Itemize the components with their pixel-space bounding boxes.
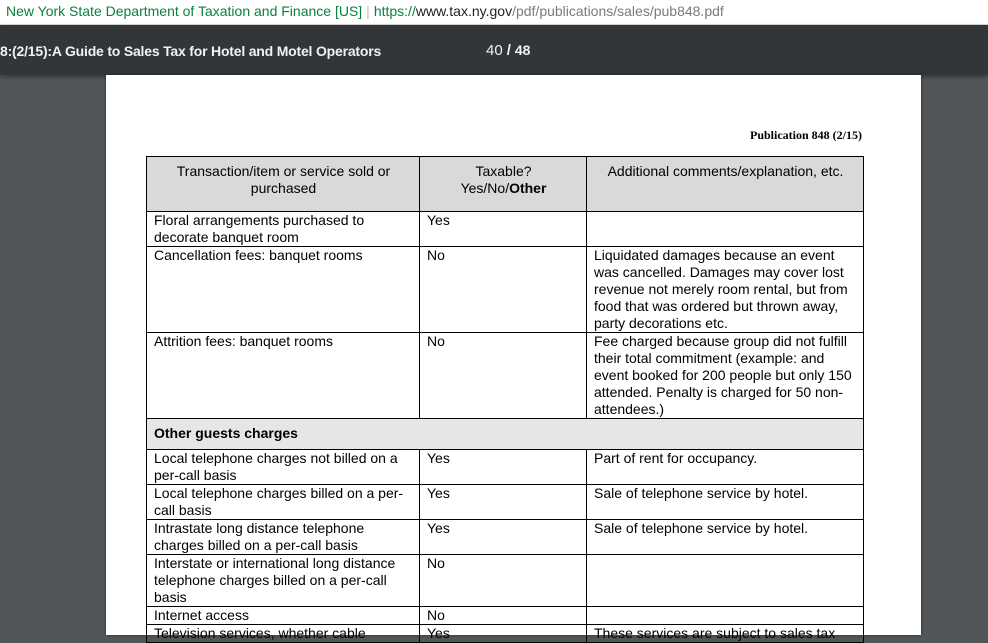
url-path: /pdf/publications/sales/pub848.pdf — [512, 3, 724, 19]
url-scheme: https:// — [373, 3, 416, 19]
pdf-viewer[interactable] — [0, 75, 988, 641]
comment-cell: These services are subject to sales tax — [587, 625, 864, 643]
item-cell: Television services, whether cable — [147, 625, 420, 643]
taxable-cell: No — [420, 247, 587, 333]
document-title: 8:(2/15):A Guide to Sales Tax for Hotel and Motel Operators — [0, 43, 382, 59]
item-cell: Attrition fees: banquet rooms — [147, 333, 420, 419]
page-separator: / — [506, 42, 511, 59]
address-bar[interactable] — [0, 0, 988, 25]
comment-cell: Fee charged because group did not fulfill their total commitment (example: and event booked for 200 people but only 150 attended. Penalty is charged for 50 non-attendees.) — [587, 333, 864, 419]
item-cell: Intrastate long distance telephone charges billed on a per-call basis — [147, 520, 420, 555]
table-row — [147, 333, 864, 419]
table-row — [147, 555, 864, 607]
header-taxable-other: Other — [509, 180, 547, 196]
taxable-cell: No — [420, 333, 587, 419]
publication-header: Publication 848 (2/15) — [750, 128, 863, 142]
table-row — [147, 607, 864, 625]
site-identity[interactable]: New York State Department of Taxation and Finance [US] — [6, 3, 363, 19]
header-item: Transaction/item or service sold or purchased — [147, 157, 420, 212]
header-taxable-line2: Yes/No/ — [460, 180, 510, 196]
taxable-cell: Yes — [420, 520, 587, 555]
table-row — [147, 450, 864, 485]
header-taxable — [420, 157, 587, 212]
taxable-cell: Yes — [420, 485, 587, 520]
item-cell: Internet access — [147, 607, 420, 625]
taxable-cell: Yes — [420, 212, 587, 247]
comment-cell — [587, 555, 864, 607]
taxable-cell: No — [420, 607, 587, 625]
table-row — [147, 625, 864, 643]
table-row — [147, 520, 864, 555]
taxable-cell: No — [420, 555, 587, 607]
comment-cell — [587, 607, 864, 625]
total-pages: 48 — [514, 42, 531, 58]
comment-cell — [587, 212, 864, 247]
table-row — [147, 247, 864, 333]
pdf-toolbar — [0, 25, 988, 75]
page-counter — [486, 42, 530, 59]
address-separator: | — [366, 3, 370, 19]
item-cell: Local telephone charges billed on a per-call basis — [147, 485, 420, 520]
taxable-cell: Yes — [420, 450, 587, 485]
comment-cell: Part of rent for occupancy. — [587, 450, 864, 485]
taxable-cell: Yes — [420, 625, 587, 643]
tax-table — [146, 156, 864, 643]
header-taxable-line1: Taxable? — [475, 163, 532, 179]
table-row — [147, 485, 864, 520]
pdf-page — [106, 75, 921, 641]
section-title: Other guests charges — [147, 419, 864, 450]
url-domain: www.tax.ny.gov — [415, 3, 513, 19]
current-page-number[interactable]: 40 — [486, 42, 503, 59]
item-cell: Local telephone charges not billed on a per-call basis — [147, 450, 420, 485]
section-header-row — [147, 419, 864, 450]
comment-cell: Sale of telephone service by hotel. — [587, 485, 864, 520]
header-comments: Additional comments/explanation, etc. — [587, 157, 864, 212]
item-cell: Interstate or international long distance telephone charges billed on a per-call basis — [147, 555, 420, 607]
comment-cell: Liquidated damages because an event was cancelled. Damages may cover lost revenue not merely room rental, but from food that was ordered but thrown away, party decorations etc. — [587, 247, 864, 333]
table-header-row — [147, 157, 864, 212]
item-cell: Cancellation fees: banquet rooms — [147, 247, 420, 333]
item-cell: Floral arrangements purchased to decorate banquet room — [147, 212, 420, 247]
table-row — [147, 212, 864, 247]
comment-cell: Sale of telephone service by hotel. — [587, 520, 864, 555]
